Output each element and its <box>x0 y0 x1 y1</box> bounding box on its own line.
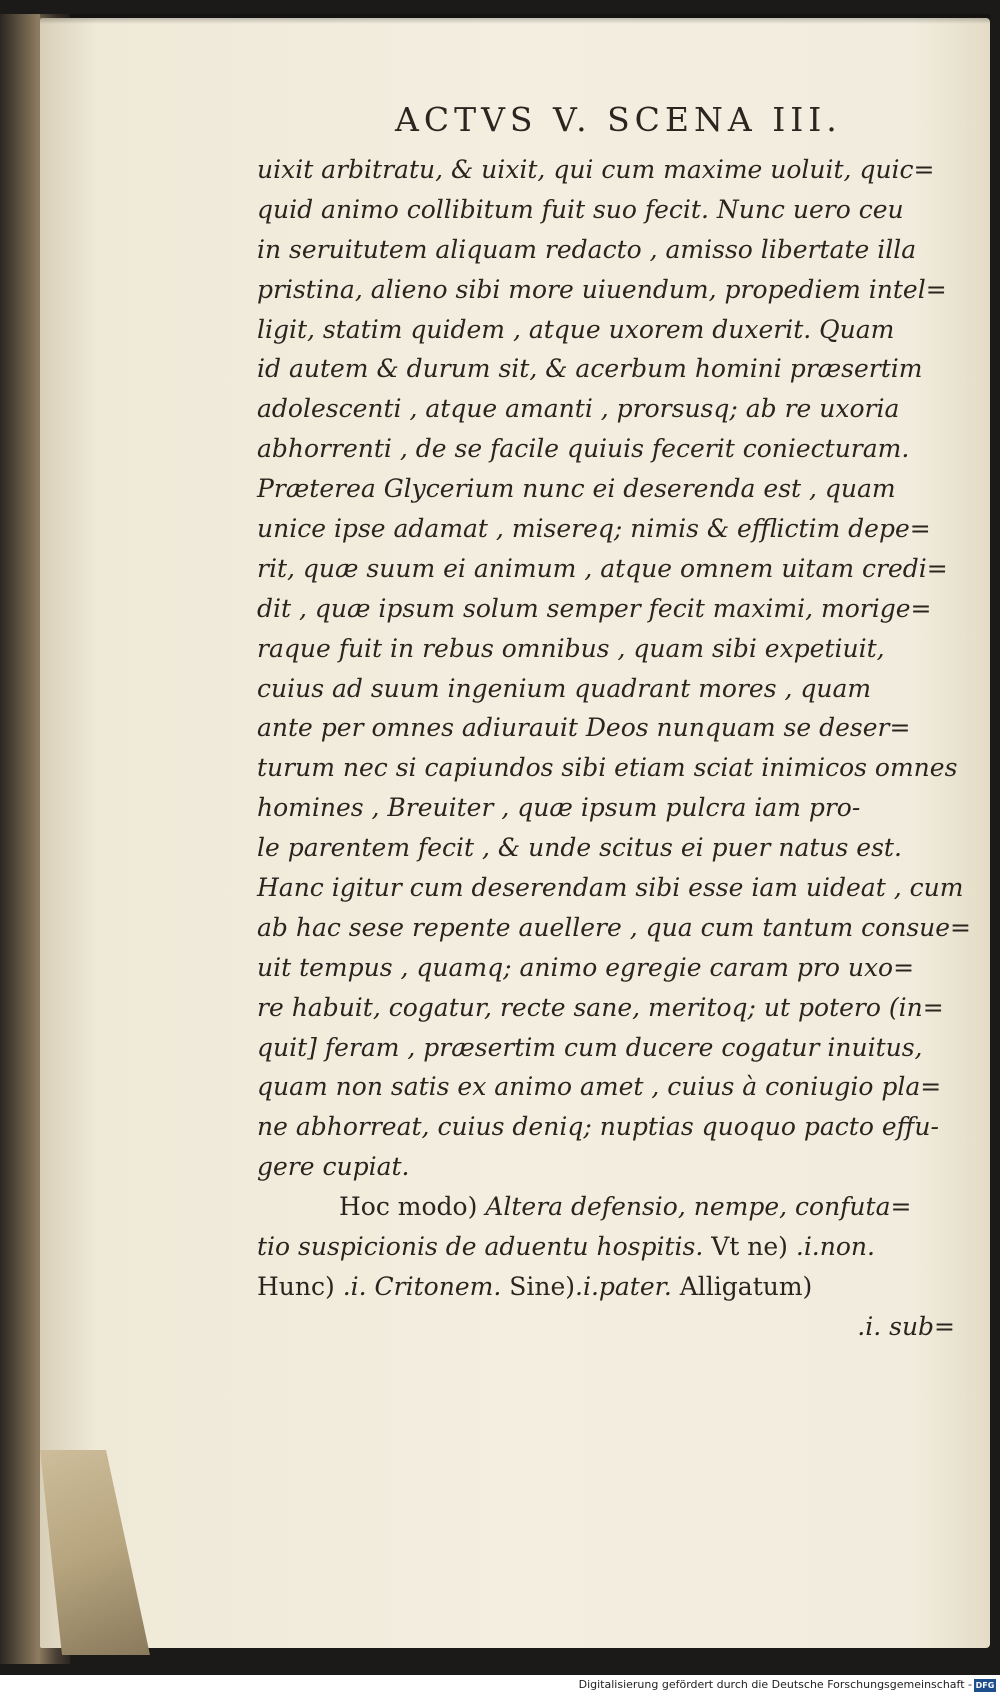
gloss-lemma: Sine) <box>509 1271 575 1301</box>
text-line: in seruitutem aliquam redacto , amisso libertate illa <box>257 234 917 264</box>
dfg-logo: DFG <box>975 1681 995 1690</box>
funding-credit: Digitalisierung gefördert durch die Deutsche Forschungsgemeinschaft - <box>578 1678 972 1691</box>
text-line: dit , quæ ipsum solum semper fecit maximi, morige= <box>257 593 932 623</box>
text-line: cuius ad suum ingenium quadrant mores , quam <box>257 673 872 703</box>
body-text <box>257 150 977 1347</box>
text-line: ne abhorreat, cuius deniq; nuptias quoquo pacto effu- <box>257 1112 939 1142</box>
text-line: adolescenti , atque amanti , prorsusq; ab re uxoria <box>257 394 900 424</box>
gloss-lemma: Hoc modo) <box>339 1192 478 1222</box>
page-top-shadow <box>40 14 990 24</box>
text-line: id autem & durum sit, & acerbum homini præsertim <box>257 354 923 384</box>
text-line: homines , Breuiter , quæ ipsum pulcra iam pro- <box>257 793 861 823</box>
gloss-text: tio suspicionis de aduentu hospitis. <box>257 1232 712 1262</box>
text-line: ab hac sese repente auellere , qua cum tantum consue= <box>257 912 972 942</box>
gloss-text: .i.pater. <box>575 1271 680 1301</box>
running-title: ACTVS V. SCENA III. <box>395 100 842 139</box>
catchword: .i. sub= <box>857 1311 955 1341</box>
text-line: ante per omnes adiurauit Deos nunquam se deser= <box>257 713 911 743</box>
text-line: unice ipse adamat , misereq; nimis & efflictim depe= <box>257 514 931 544</box>
text-line: gere cupiat. <box>257 1152 410 1182</box>
gloss-lemma: Alligatum) <box>679 1271 813 1301</box>
gloss-text: Altera defensio, nempe, confuta= <box>477 1192 912 1222</box>
gloss-lemma: Hunc) <box>257 1271 335 1301</box>
text-line: turum nec si capiundos sibi etiam sciat inimicos omnes <box>257 753 958 783</box>
text-line: pristina, alieno sibi more uiuendum, propediem intel= <box>257 274 947 304</box>
gloss-line <box>257 1267 977 1307</box>
gloss-text: .i. Critonem. <box>334 1271 510 1301</box>
text-line: le parentem fecit , & unde scitus ei puer natus est. <box>257 833 902 863</box>
gloss-text: .i.non. <box>787 1232 875 1262</box>
text-line: ligit, statim quidem , atque uxorem duxerit. Quam <box>257 314 895 344</box>
gloss-line <box>257 1227 977 1267</box>
gloss-lemma: Vt ne) <box>711 1232 788 1262</box>
text-line: uixit arbitratu, & uixit, qui cum maxime uoluit, quic= <box>257 155 935 184</box>
text-line: abhorrenti , de se facile quiuis fecerit coniecturam. <box>257 434 910 464</box>
text-line: Præterea Glycerium nunc ei deserenda est , quam <box>257 474 896 504</box>
text-line: quam non satis ex animo amet , cuius à coniugio pla= <box>257 1072 942 1102</box>
text-line: quit] feram , præsertim cum ducere cogatur inuitus, <box>257 1032 923 1062</box>
text-line: rit, quæ suum ei animum , atque omnem uitam credi= <box>257 553 948 583</box>
text-line: uit tempus , quamq; animo egregie caram pro uxo= <box>257 952 915 982</box>
text-line: re habuit, cogatur, recte sane, meritoq; ut potero (in= <box>257 992 944 1022</box>
text-line: raque fuit in rebus omnibus , quam sibi expetiuit, <box>257 633 885 663</box>
text-line: quid animo collibitum fuit suo fecit. Nunc uero ceu <box>257 194 904 224</box>
gloss-line <box>257 1187 977 1227</box>
text-line: Hanc igitur cum deserendam sibi esse iam uideat , cum <box>257 873 964 903</box>
